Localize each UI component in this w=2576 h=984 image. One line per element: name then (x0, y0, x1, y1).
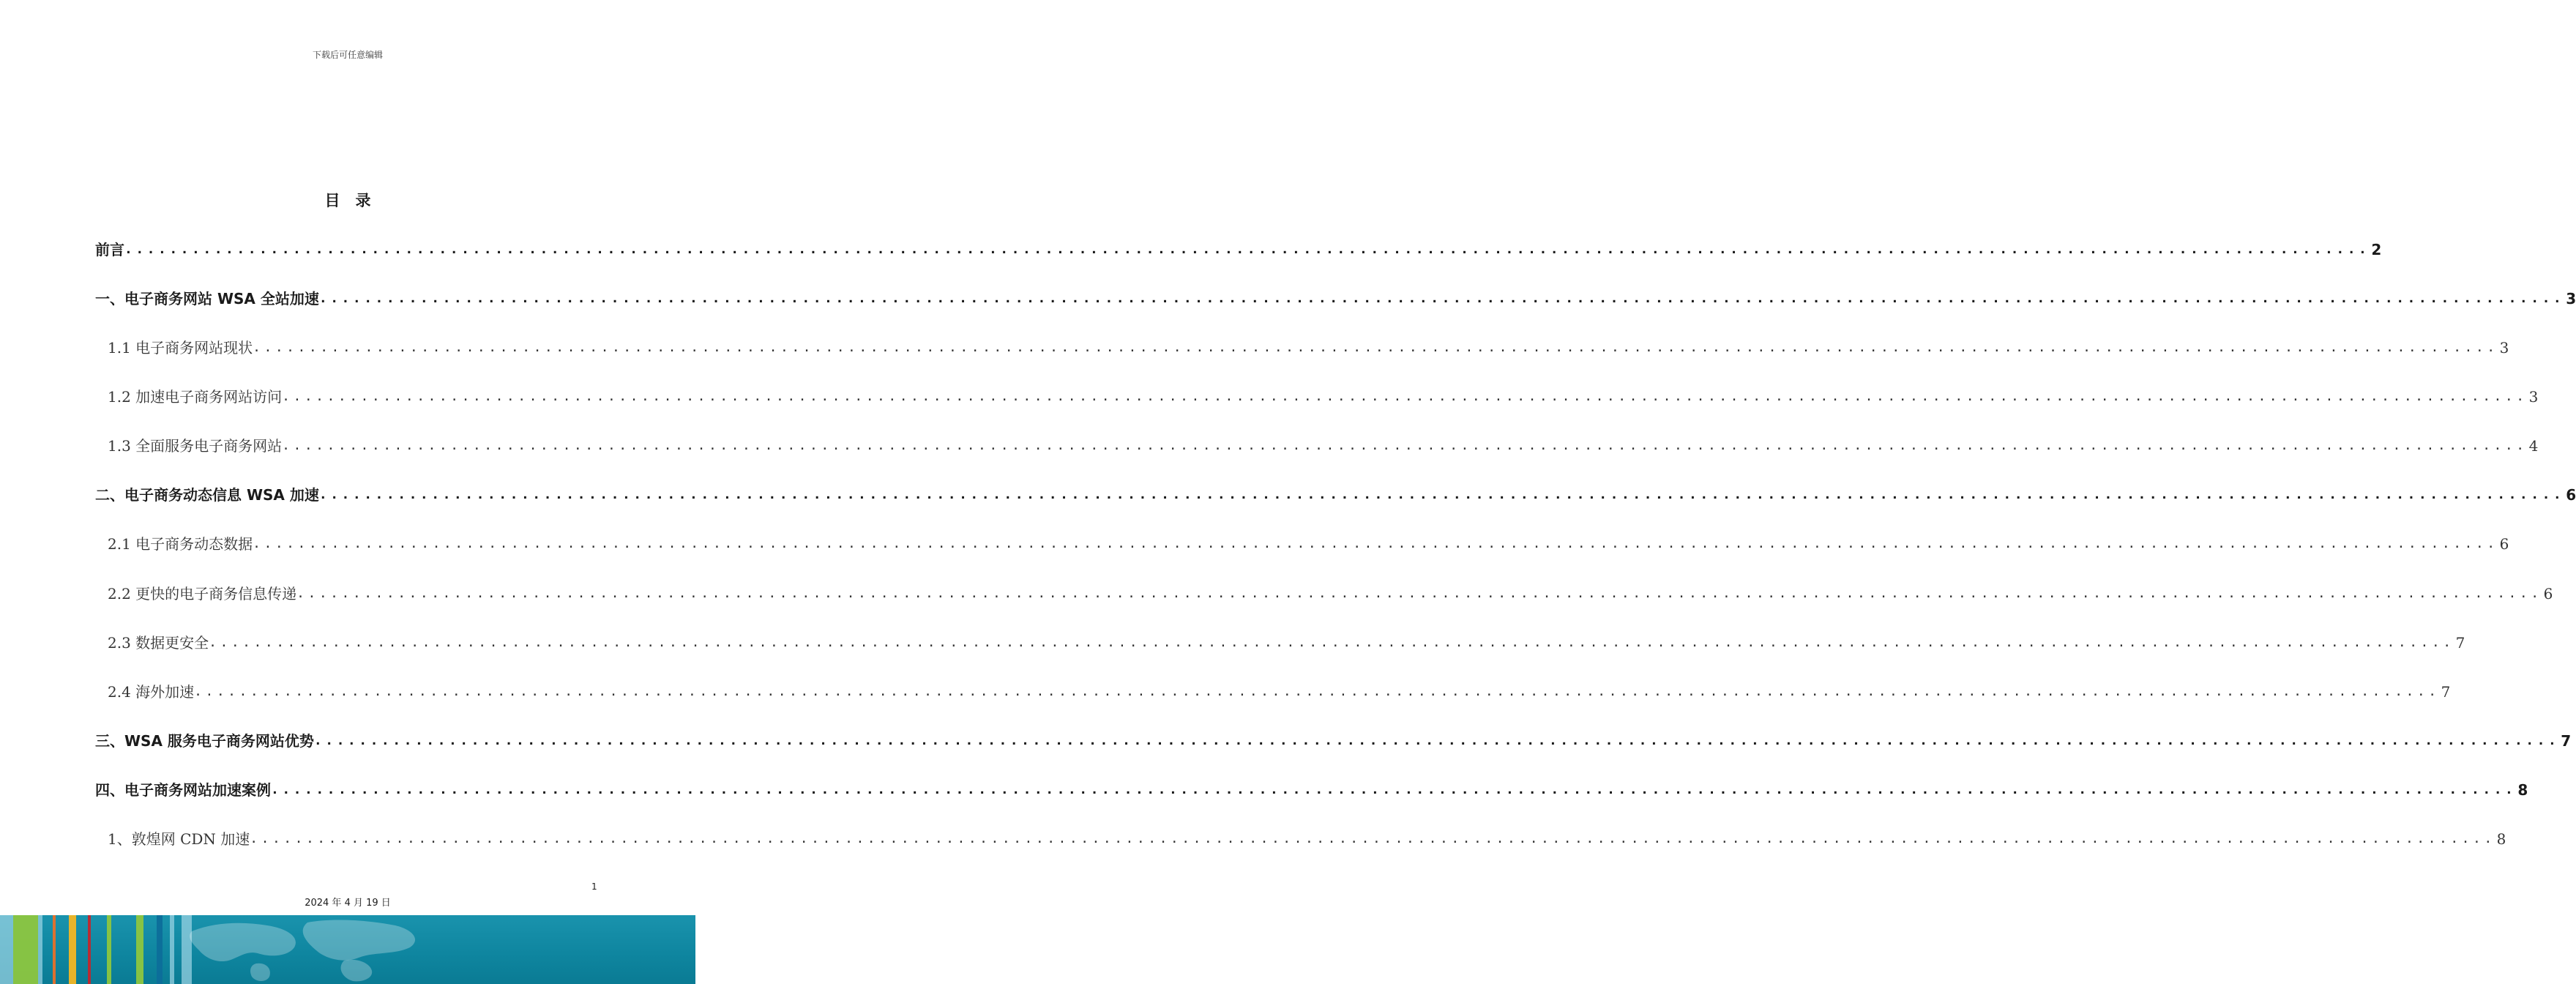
toc-entry[interactable] (108, 828, 2506, 850)
toc-entry-label: 2.3 数据更安全 (108, 634, 209, 652)
toc-entry-label: 1.1 电子商务网站现状 (108, 339, 253, 357)
toc-entry-page: 6 (2566, 486, 2576, 504)
toc-entry-page: 4 (2528, 437, 2539, 455)
toc-leader-dots: ........................................................................................................................................................................................................ (313, 733, 2560, 748)
header-note: 下载后可任意编辑 (312, 50, 383, 60)
toc-entry-page: 6 (2543, 585, 2553, 603)
toc-leader-dots: ........................................................................................................................................................................................................ (318, 291, 2565, 306)
toc-leader-dots: ........................................................................................................................................................................................................ (271, 782, 2517, 797)
footer-date: 2024 年 4 月 19 日 (305, 898, 391, 909)
toc-entry-page: 6 (2499, 535, 2509, 553)
toc-entry[interactable] (95, 730, 2572, 752)
toc-entry-label: 三、WSA 服务电子商务网站优势 (95, 732, 314, 750)
toc-entry[interactable] (95, 779, 2528, 801)
toc-entry-page: 3 (2499, 339, 2509, 357)
toc-entry[interactable] (108, 583, 2553, 605)
toc-entry-page: 3 (2528, 388, 2539, 406)
toc-entry-label: 前言 (95, 241, 124, 258)
toc-entry[interactable] (95, 288, 2576, 310)
toc-leader-dots: ........................................................................................................................................................................................................ (282, 389, 2528, 404)
toc-entry-page: 8 (2517, 781, 2528, 799)
toc-leader-dots: ........................................................................................................................................................................................................ (296, 586, 2542, 601)
toc-entry-label: 四、电子商务网站加速案例 (95, 781, 271, 799)
toc-leader-dots: ........................................................................................................................................................................................................ (250, 831, 2495, 846)
toc-leader-dots: ........................................................................................................................................................................................................ (282, 438, 2528, 453)
toc-entry-page: 3 (2566, 290, 2576, 308)
toc-leader-dots: ........................................................................................................................................................................................................ (209, 635, 2454, 650)
toc-entry-page: 8 (2496, 830, 2506, 848)
toc-entry-page: 7 (2441, 683, 2451, 701)
toc-entry-page: 2 (2371, 241, 2382, 258)
toc-entry-page: 7 (2455, 634, 2465, 652)
toc-entry-label: 1.3 全面服务电子商务网站 (108, 437, 283, 455)
toc-entry-label: 2.4 海外加速 (108, 683, 195, 701)
toc-entry[interactable] (108, 632, 2465, 654)
page-number: 1 (591, 881, 597, 892)
toc-title: 目 录 (324, 192, 371, 209)
world-map-graphic (0, 915, 695, 984)
toc-entry[interactable] (108, 533, 2509, 555)
toc-entry-label: 2.1 电子商务动态数据 (108, 535, 253, 553)
toc-entry-page: 7 (2561, 732, 2572, 750)
toc-entry[interactable] (108, 386, 2539, 408)
toc-entry[interactable] (95, 484, 2576, 506)
toc-leader-dots: ........................................................................................................................................................................................................ (124, 242, 2370, 257)
toc-entry[interactable] (108, 681, 2451, 703)
toc-entry-label: 1.2 加速电子商务网站访问 (108, 388, 283, 406)
toc-leader-dots: ........................................................................................................................................................................................................ (253, 340, 2498, 355)
toc-entry[interactable] (108, 435, 2539, 457)
footer-banner (0, 915, 695, 984)
toc-entry-label: 二、电子商务动态信息 WSA 加速 (95, 486, 319, 504)
toc-leader-dots: ........................................................................................................................................................................................................ (253, 536, 2498, 551)
toc-leader-dots: ........................................................................................................................................................................................................ (318, 487, 2565, 502)
toc-entry-label: 1、敦煌网 CDN 加速 (108, 830, 250, 848)
toc-entry-label: 2.2 更快的电子商务信息传递 (108, 585, 297, 603)
toc-entry[interactable] (95, 239, 2382, 261)
toc-entry[interactable] (108, 337, 2509, 359)
toc-leader-dots: ........................................................................................................................................................................................................ (194, 684, 2440, 699)
toc-entry-label: 一、电子商务网站 WSA 全站加速 (95, 290, 319, 308)
